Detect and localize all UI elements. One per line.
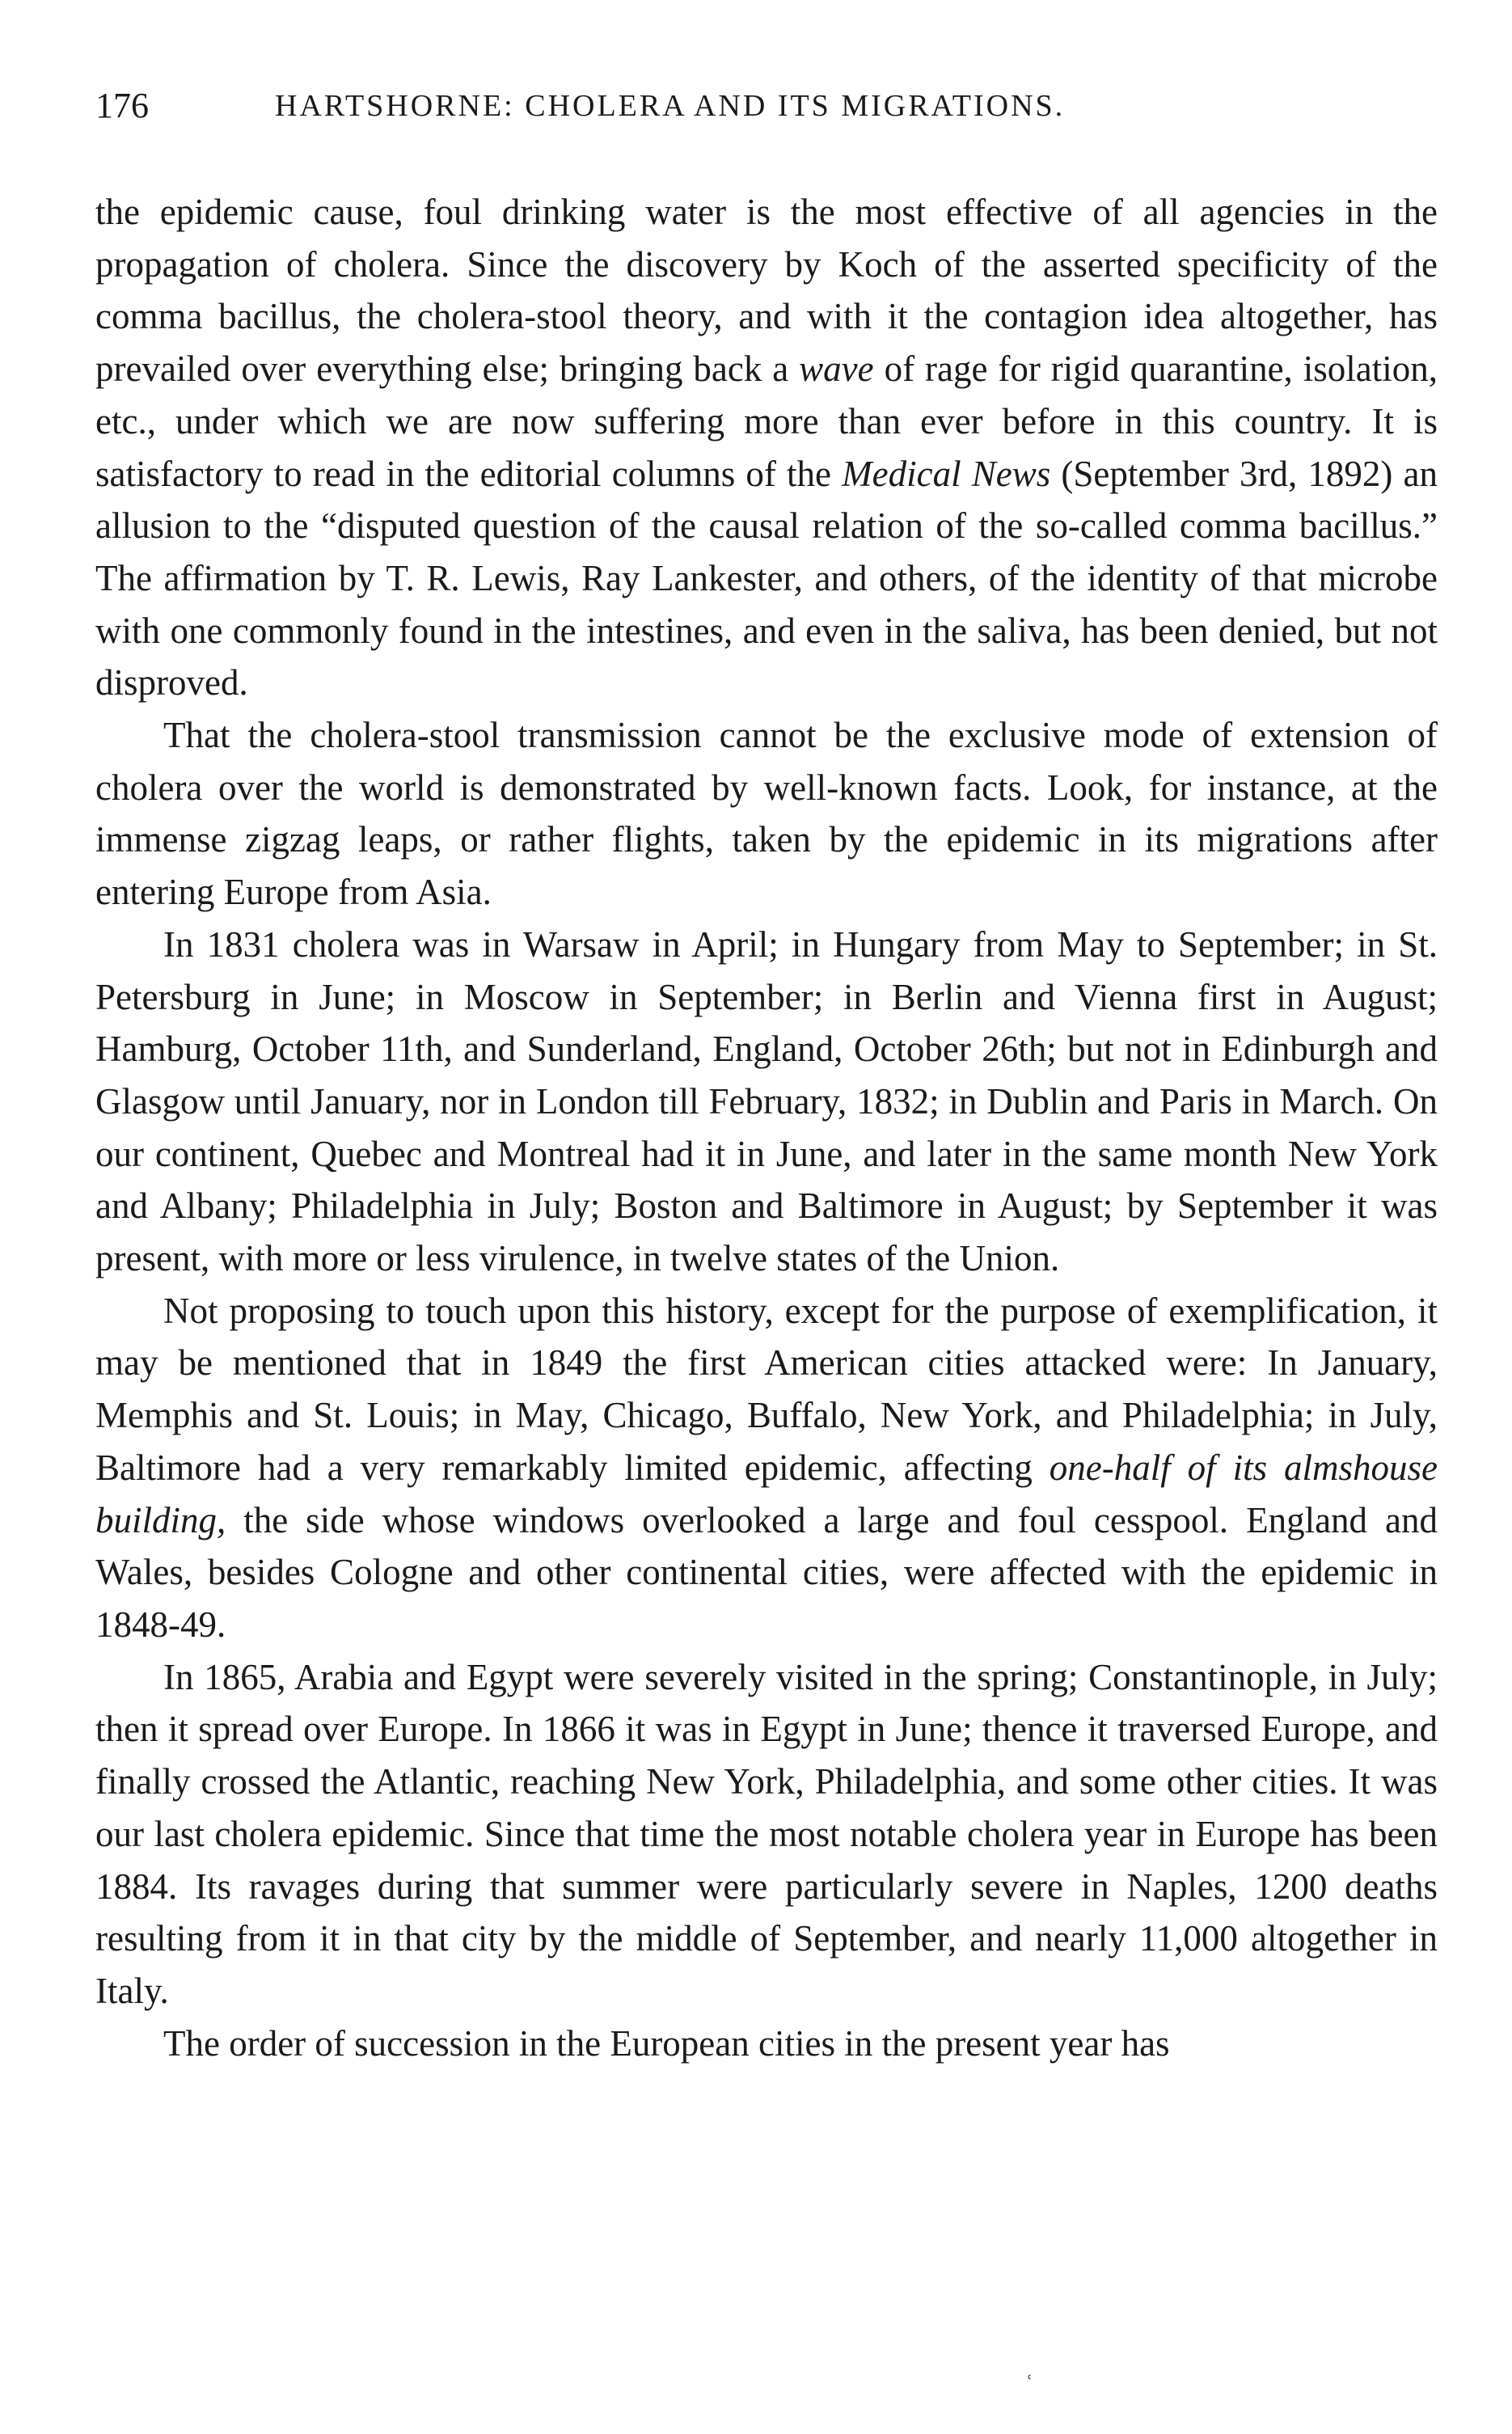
- running-head: [95, 78, 1438, 134]
- signature-mark: ʿ: [1025, 2371, 1033, 2398]
- paragraph-6: [95, 2018, 1438, 2070]
- paragraph-1-text-2: of rage for rigid quarantine, isolation, etc., under which we are now suffering more than ever before in this country. It is satisfactory to read in the editorial columns of the: [95, 349, 1438, 494]
- document-page: [95, 78, 1438, 2069]
- paragraph-1-text-1: the epidemic cause, foul drinking water is the most effective of all agencies in the propagation of cholera. Since the discovery by Koch of the asserted specificity of the comma bacillus, the cholera-stool theory, and with it the contagion idea altogether, has prevailed over everything else; bringing back a: [95, 192, 1438, 390]
- paragraph-4-italic-almshouse: one-half of its almshouse building,: [95, 1447, 1438, 1540]
- paragraph-5: [95, 1651, 1438, 2018]
- paragraph-2: [95, 709, 1438, 919]
- paragraph-3: [95, 919, 1438, 1285]
- paragraph-4-text-2: the side whose windows overlooked a large and foul cesspool. England and Wales, besides Cologne and other continental cities, were affected with the epidemic in 1848-49.: [95, 1499, 1438, 1645]
- paragraph-1-italic-wave: wave: [799, 349, 874, 390]
- paragraph-4: [95, 1285, 1438, 1651]
- page-number: 176: [95, 86, 149, 125]
- body-text: [95, 186, 1438, 2069]
- paragraph-1-italic-medical-news: Medical News: [842, 453, 1051, 494]
- paragraph-2-text: That the cholera-stool transmission cannot be the exclusive mode of extension of cholera over the world is demonstrated by well-known facts. Look, for instance, at the immense zigzag leaps, or rather flights, taken by the epidemic in its migrations after entering Europe from Asia.: [95, 715, 1438, 913]
- paragraph-5-text: In 1865, Arabia and Egypt were severely visited in the spring; Constantinople, in July; then it spread over Europe. In 1866 it was in Egypt in June; thence it traversed Europe, and finally crossed the Atlantic, reaching New York, Philadelphia, and some other cities. It was our last cholera epidemic. Since that time the most notable cholera year in Europe has been 1884. Its ravages during that summer were particularly severe in Naples, 1200 deaths resulting from it in that city by the middle of September, and nearly 11,000 altogether in Italy.: [95, 1656, 1438, 2011]
- paragraph-4-text-1: Not proposing to touch upon this history, except for the purpose of exemplification, it may be mentioned that in 1849 the first American cities attacked were: In January, Memphis and St. Louis; in May, Chicago, Buffalo, New York, and Philadelphia; in July, Baltimore had a very remarkably limited epidemic, affecting: [95, 1290, 1438, 1488]
- paragraph-6-text: The order of succession in the European cities in the present year has: [163, 2022, 1170, 2064]
- running-title: HARTSHORNE: CHOLERA AND ITS MIGRATIONS.: [275, 89, 1066, 123]
- paragraph-3-text: In 1831 cholera was in Warsaw in April; in Hungary from May to September; in St. Petersburg in June; in Moscow in September; in Berlin and Vienna first in August; Hamburg, October 11th, and Sunderland, England, October 26th; but not in Edinburgh and Glasgow until January, nor in London till February, 1832; in Dublin and Paris in March. On our continent, Quebec and Montreal had it in June, and later in the same month New York and Albany; Philadelphia in July; Boston and Baltimore in August; by September it was present, with more or less virulence, in twelve states of the Union.: [95, 923, 1438, 1279]
- paragraph-1-text-3: (September 3rd, 1892) an allusion to the “disputed question of the causal relation of the so-called comma bacillus.” The affirmation by T. R. Lewis, Ray Lankester, and others, of the identity of that microbe with one commonly found in the intestines, and even in the saliva, has been denied, but not disproved.: [95, 453, 1438, 704]
- paragraph-1: [95, 186, 1438, 709]
